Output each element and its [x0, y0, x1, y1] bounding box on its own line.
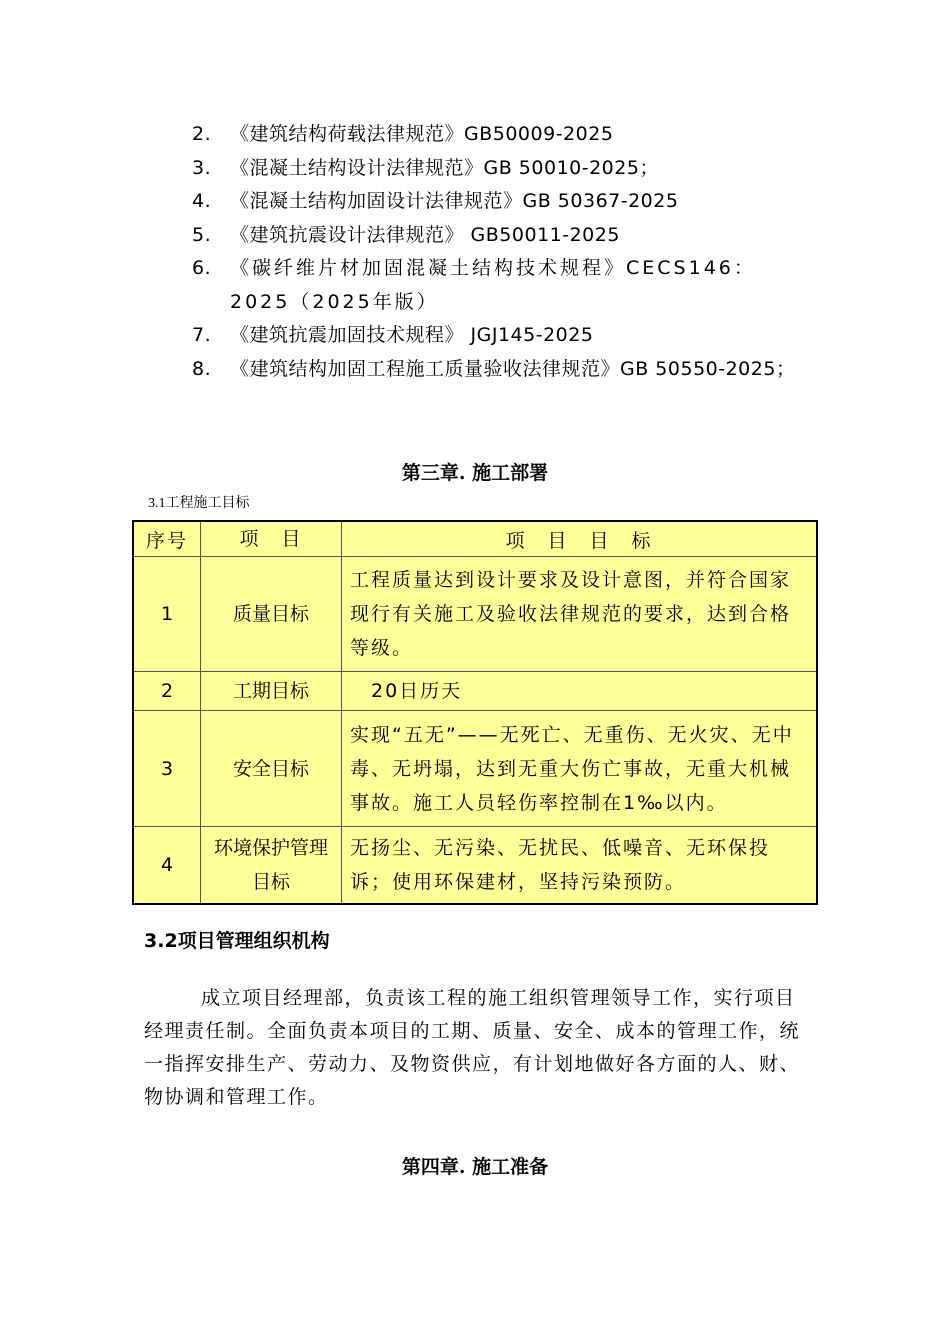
reference-text: 《建筑结构加固工程施工质量验收法律规范》GB 50550-2025； — [230, 357, 796, 380]
reference-number: 2. — [192, 123, 212, 145]
reference-number: 8. — [192, 357, 212, 380]
reference-item — [192, 319, 812, 353]
table-row — [133, 557, 817, 672]
header-item: 项 目 — [201, 521, 342, 557]
chapter-4-title: 第四章. 施工准备 — [401, 1156, 549, 1178]
reference-number: 3. — [192, 156, 212, 179]
reference-number: 5. — [192, 223, 212, 246]
row-goal: 无扬尘、无污染、无扰民、低噪音、无环保投诉；使用环保建材，坚持污染预防。 — [342, 826, 818, 904]
table-header-row — [133, 521, 817, 557]
chapter-3-title: 第三章. 施工部署 — [401, 462, 549, 484]
header-goal: 项 目 目 标 — [342, 521, 818, 557]
header-serial: 序号 — [133, 521, 201, 557]
reference-item — [192, 219, 812, 253]
table-row — [133, 672, 817, 711]
reference-number: 6. — [192, 257, 212, 279]
reference-text: 《混凝土结构加固设计法律规范》GB 50367-2025 — [230, 190, 679, 212]
reference-item — [192, 152, 812, 186]
reference-item — [192, 353, 812, 387]
reference-item — [192, 185, 812, 219]
table-row — [133, 711, 817, 826]
row-serial: 3 — [133, 711, 201, 826]
row-item: 质量目标 — [201, 557, 342, 672]
row-item: 环境保护管理目标 — [201, 826, 342, 904]
row-serial: 1 — [133, 557, 201, 672]
reference-text: 《建筑抗震加固技术规程》 JGJ145-2025 — [230, 324, 594, 346]
reference-text: 《建筑结构荷载法律规范》GB50009-2025 — [230, 123, 614, 145]
section-3-2-body: 成立项目经理部，负责该工程的施工组织管理领导工作，实行项目经理责任制。全面负责本项目的工期、质量、安全、成本的管理工作，统一指挥安排生产、劳动力、及物资供应，有计划地做好各方面的人、财、物协调和管理工作。 — [144, 987, 801, 1108]
reference-item — [192, 252, 812, 319]
row-goal: 工程质量达到设计要求及设计意图，并符合国家现行有关施工及验收法律规范的要求，达到合格等级。 — [342, 557, 818, 672]
reference-list — [192, 118, 812, 386]
reference-number: 4. — [192, 190, 212, 212]
reference-text: 《碳纤维片材加固混凝土结构技术规程》CECS146：2025（2025年版） — [230, 257, 756, 313]
section-3-2-title: 3.2项目管理组织机构 — [144, 930, 330, 952]
table-row — [133, 826, 817, 904]
row-serial: 2 — [133, 672, 201, 711]
row-serial: 4 — [133, 826, 201, 904]
reference-text: 《混凝土结构设计法律规范》GB 50010-2025； — [230, 156, 659, 179]
row-goal: 20日历天 — [342, 672, 818, 711]
reference-item — [192, 118, 812, 152]
reference-number: 7. — [192, 324, 212, 346]
table-caption: 3.1工程施工目标 — [148, 496, 250, 511]
row-item: 工期目标 — [201, 672, 342, 711]
reference-text: 《建筑抗震设计法律规范》 GB50011-2025 — [230, 223, 620, 246]
row-goal: 实现“五无”——无死亡、无重伤、无火灾、无中毒、无坍塌，达到无重大伤亡事故，无重大机械事故。施工人员轻伤率控制在1‰以内。 — [342, 711, 818, 826]
construction-goals-table — [132, 520, 818, 905]
row-item: 安全目标 — [201, 711, 342, 826]
